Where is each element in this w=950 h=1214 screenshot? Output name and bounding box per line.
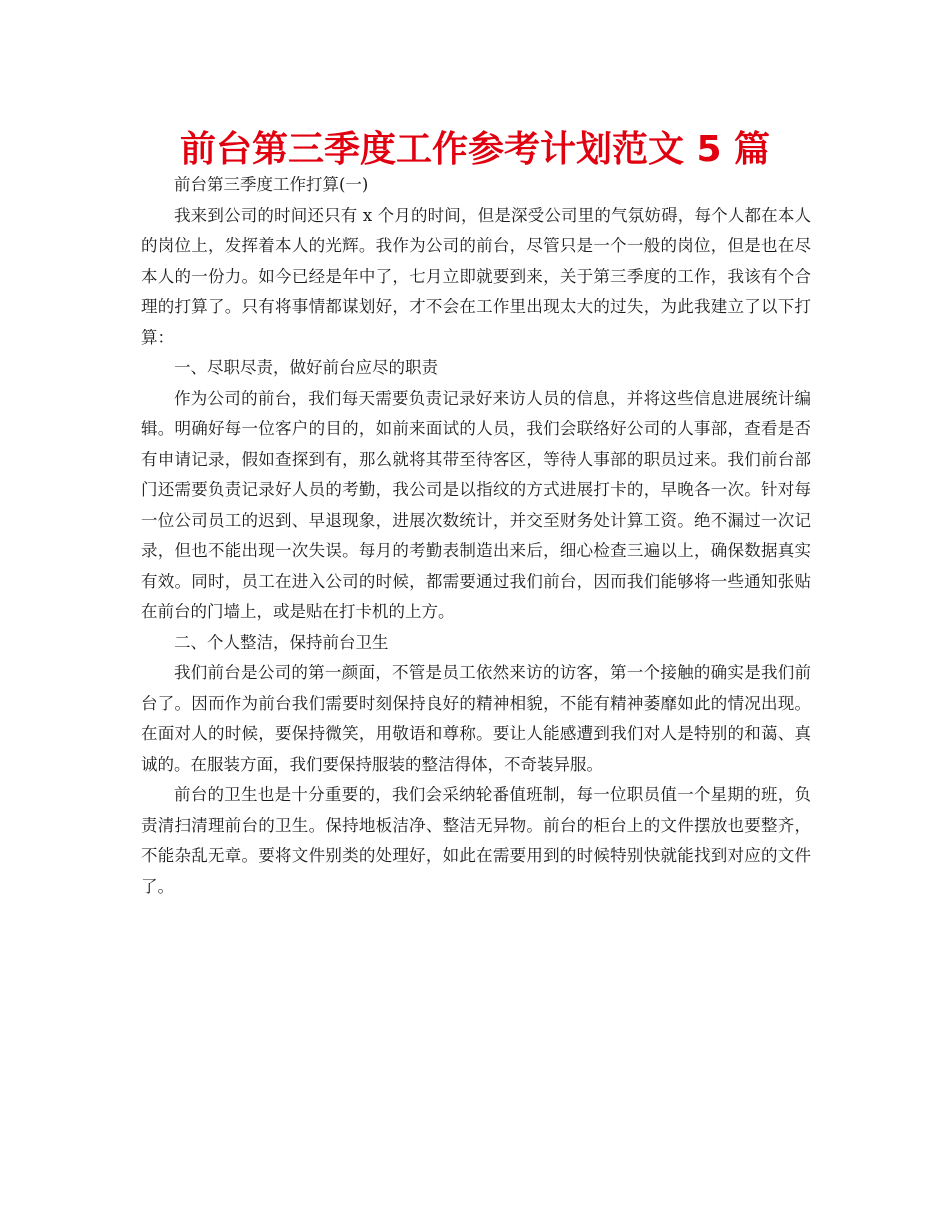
section-heading-2: 二、个人整洁，保持前台卫生 [174,632,389,652]
section-heading-1: 一、尽职尽责，做好前台应尽的职责 [174,358,438,377]
paragraph-duties: 作为公司的前台，我们每天需要负责记录好来访人员的信息，并将这些信息进展统计编辑。明确好每一位客户的目的，如前来面试的人员，我们会联络好公司的人事部，查看是否有申请记录，假如查探到有，那么就将其带至待客区，等待人事部的职员过来。我们前台部门还需要负责记录好人员的考勤，我公司是以指纹的方式进展打卡的，早晚各一次。针对每一位公司员工的迟到、早退现象，进展次数统计，并交至财务处计算工资。绝不漏过一次记录，但也不能出现一次失误。每月的考勤表制造出来后，细心检查三遍以上，确保数据真实有效。同时，员工在进入公司的时候，都需要通过我们前台，因而我们能够将一些通知张贴在前台的门墙上，或是贴在打卡机的上方。 [141,388,811,621]
paragraph-hygiene: 前台的卫生也是十分重要的，我们会采纳轮番值班制，每一位职员值一个星期的班，负责清扫清理前台的卫生。保持地板洁净、整洁无异物。前台的柜台上的文件摆放也要整齐，不能杂乱无章。要将文件别类的处理好，如此在需要用到的时候特别快就能找到对应的文件了。 [141,785,811,896]
document-title: 前台第三季度工作参考计划范文 5 篇 [179,129,771,170]
paragraph-appearance: 我们前台是公司的第一颜面，不管是员工依然来访的访客，第一个接触的确实是我们前台了。因而作为前台我们需要时刻保持良好的精神相貌，不能有精神萎靡如此的情况出现。在面对人的时候，要保持微笑，用敬语和尊称。要让人能感遭到我们对人是特别的和蔼、真诚的。在服装方面，我们要保持服装的整洁得体，不奇装异服。 [141,663,811,774]
paragraph-intro: 我来到公司的时间还只有 x 个月的时间，但是深受公司里的气氛妨碍，每个人都在本人的岗位上，发挥着本人的光辉。我作为公司的前台，尽管只是一个一般的岗位，但是也在尽本人的一份力。如今已经是年中了，七月立即就要到来，关于第三季度的工作，我该有个合理的打算了。只有将事情都谋划好，才不会在工作里出现太大的过失，为此我建立了以下打算： [141,205,811,347]
document-body [141,170,811,902]
section-subtitle: 前台第三季度工作打算(一) [174,175,369,194]
